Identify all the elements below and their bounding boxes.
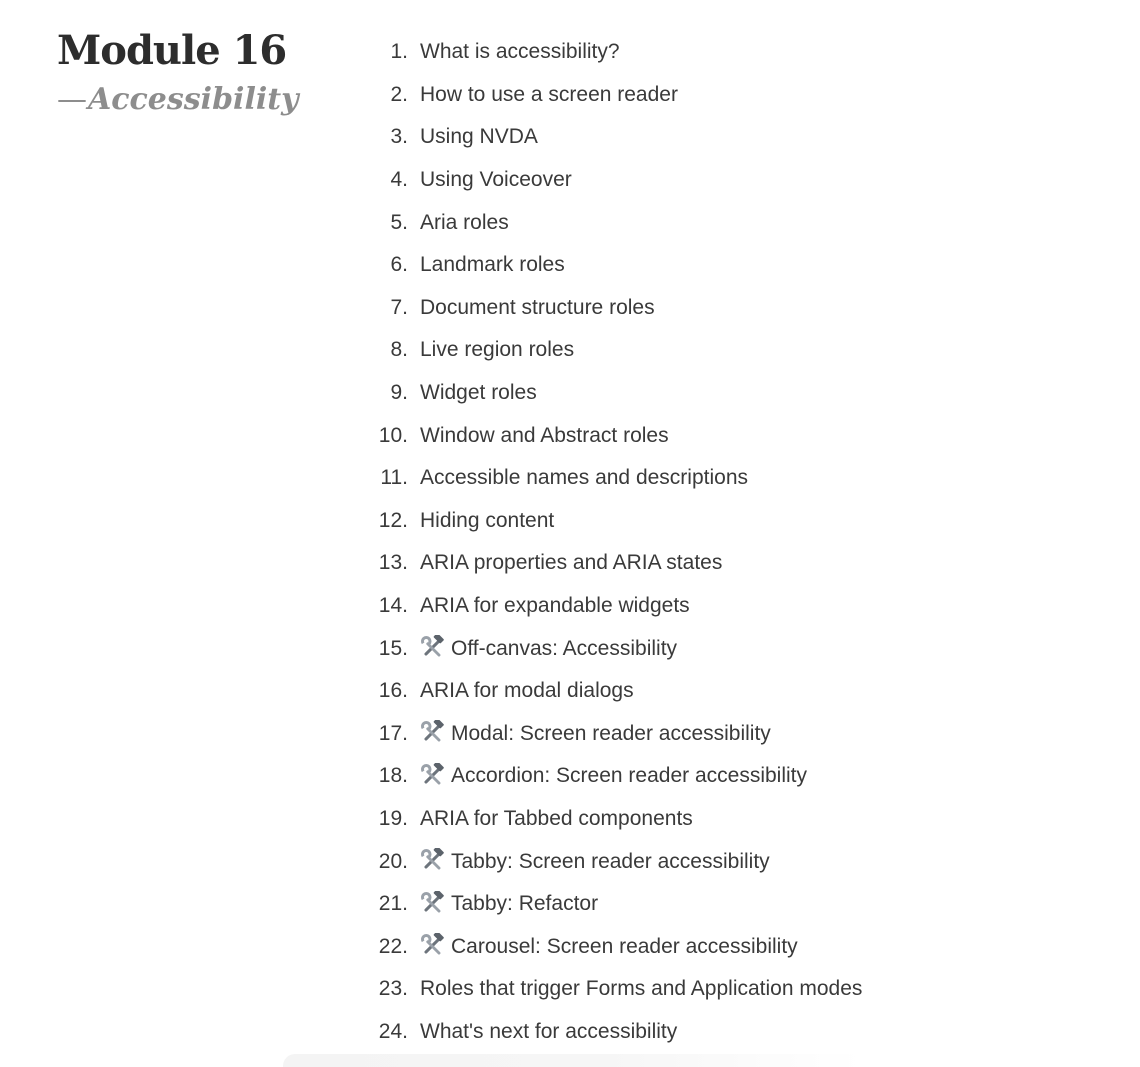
toc-item bbox=[370, 840, 1090, 883]
toc-item-number: 10. bbox=[378, 423, 408, 447]
hammer-and-wrench-icon bbox=[420, 848, 445, 873]
toc-item bbox=[370, 925, 1090, 968]
next-card-top-edge bbox=[283, 1054, 863, 1067]
toc-item-label: What's next for accessibility bbox=[420, 1019, 678, 1043]
toc-item-number: 19. bbox=[378, 806, 408, 830]
toc-item-number: 22. bbox=[378, 934, 408, 958]
toc-item bbox=[370, 372, 1090, 415]
toc-item bbox=[370, 968, 1090, 1011]
toc-item-number: 15. bbox=[378, 636, 408, 660]
toc-item-number: 14. bbox=[378, 594, 408, 618]
toc-item-label: Tabby: Refactor bbox=[451, 892, 599, 916]
toc-item-label: ARIA properties and ARIA states bbox=[420, 551, 723, 575]
toc-item bbox=[370, 500, 1090, 543]
hammer-and-wrench-icon bbox=[420, 763, 445, 788]
toc-item-number: 5. bbox=[390, 210, 408, 234]
toc-item-label: Off-canvas: Accessibility bbox=[451, 636, 678, 660]
toc-item-number: 3. bbox=[390, 125, 408, 149]
toc-item-number: 4. bbox=[390, 168, 408, 192]
hammer-and-wrench-icon bbox=[420, 720, 445, 745]
toc-item-number: 12. bbox=[378, 508, 408, 532]
toc-item-label: Tabby: Screen reader accessibility bbox=[451, 849, 770, 873]
toc-item bbox=[370, 159, 1090, 202]
hammer-and-wrench-icon bbox=[420, 891, 445, 916]
toc-item-label: Modal: Screen reader accessibility bbox=[451, 721, 771, 745]
toc-item-label: What is accessibility? bbox=[420, 40, 620, 64]
module-subtitle bbox=[57, 82, 347, 118]
toc-item bbox=[370, 627, 1090, 670]
toc-item-number: 1. bbox=[390, 40, 408, 64]
toc-item-label: Document structure roles bbox=[420, 295, 655, 319]
toc-item-label: Roles that trigger Forms and Application modes bbox=[420, 977, 863, 1001]
toc-item bbox=[370, 244, 1090, 287]
toc-item-number: 18. bbox=[378, 764, 408, 788]
toc-item bbox=[370, 329, 1090, 372]
toc-item-number: 2. bbox=[390, 82, 408, 106]
toc-item-number: 6. bbox=[390, 253, 408, 277]
toc-item bbox=[370, 201, 1090, 244]
toc-item-label: Using NVDA bbox=[420, 125, 538, 149]
toc-item-label: Landmark roles bbox=[420, 253, 565, 277]
toc-item-number: 8. bbox=[390, 338, 408, 362]
module-title: Module 16 bbox=[57, 27, 287, 74]
toc-item bbox=[370, 287, 1090, 330]
toc-item-label: ARIA for Tabbed components bbox=[420, 806, 693, 830]
toc-item bbox=[370, 585, 1090, 628]
toc-list bbox=[370, 31, 1090, 1053]
module-header bbox=[57, 28, 347, 118]
toc-item-label: Hiding content bbox=[420, 508, 555, 532]
toc-item-number: 16. bbox=[378, 679, 408, 703]
toc-item-label: Carousel: Screen reader accessibility bbox=[451, 934, 798, 958]
subtitle-dash: — bbox=[57, 82, 87, 117]
toc-item-label: Accessible names and descriptions bbox=[420, 466, 749, 490]
toc-item bbox=[370, 74, 1090, 117]
toc-item-number: 17. bbox=[378, 721, 408, 745]
toc-item bbox=[370, 414, 1090, 457]
toc-item bbox=[370, 116, 1090, 159]
toc-item-label: Live region roles bbox=[420, 338, 575, 362]
toc-item-number: 7. bbox=[390, 295, 408, 319]
toc-item bbox=[370, 798, 1090, 841]
toc-item-label: Accordion: Screen reader accessibility bbox=[451, 764, 807, 788]
toc-item-label: ARIA for expandable widgets bbox=[420, 594, 690, 618]
toc-item bbox=[370, 755, 1090, 798]
subtitle-text: Accessibility bbox=[88, 82, 299, 117]
toc-item-number: 23. bbox=[378, 977, 408, 1001]
toc-item bbox=[370, 457, 1090, 500]
toc-item-label: Using Voiceover bbox=[420, 168, 572, 192]
toc-item bbox=[370, 1011, 1090, 1054]
toc-item-label: Aria roles bbox=[420, 210, 509, 234]
toc-item-label: How to use a screen reader bbox=[420, 82, 678, 106]
toc-item-number: 9. bbox=[390, 381, 408, 405]
toc-item-number: 21. bbox=[378, 892, 408, 916]
toc-item-label: ARIA for modal dialogs bbox=[420, 679, 634, 703]
hammer-and-wrench-icon bbox=[420, 635, 445, 660]
toc-item-number: 24. bbox=[378, 1019, 408, 1043]
toc-item bbox=[370, 713, 1090, 756]
toc-item bbox=[370, 31, 1090, 74]
toc-item bbox=[370, 883, 1090, 926]
toc-item bbox=[370, 670, 1090, 713]
toc-item bbox=[370, 542, 1090, 585]
toc-item-number: 13. bbox=[378, 551, 408, 575]
hammer-and-wrench-icon bbox=[420, 933, 445, 958]
toc-item-label: Window and Abstract roles bbox=[420, 423, 669, 447]
toc-item-number: 11. bbox=[380, 466, 408, 490]
toc-item-number: 20. bbox=[378, 849, 408, 873]
toc-item-label: Widget roles bbox=[420, 381, 537, 405]
